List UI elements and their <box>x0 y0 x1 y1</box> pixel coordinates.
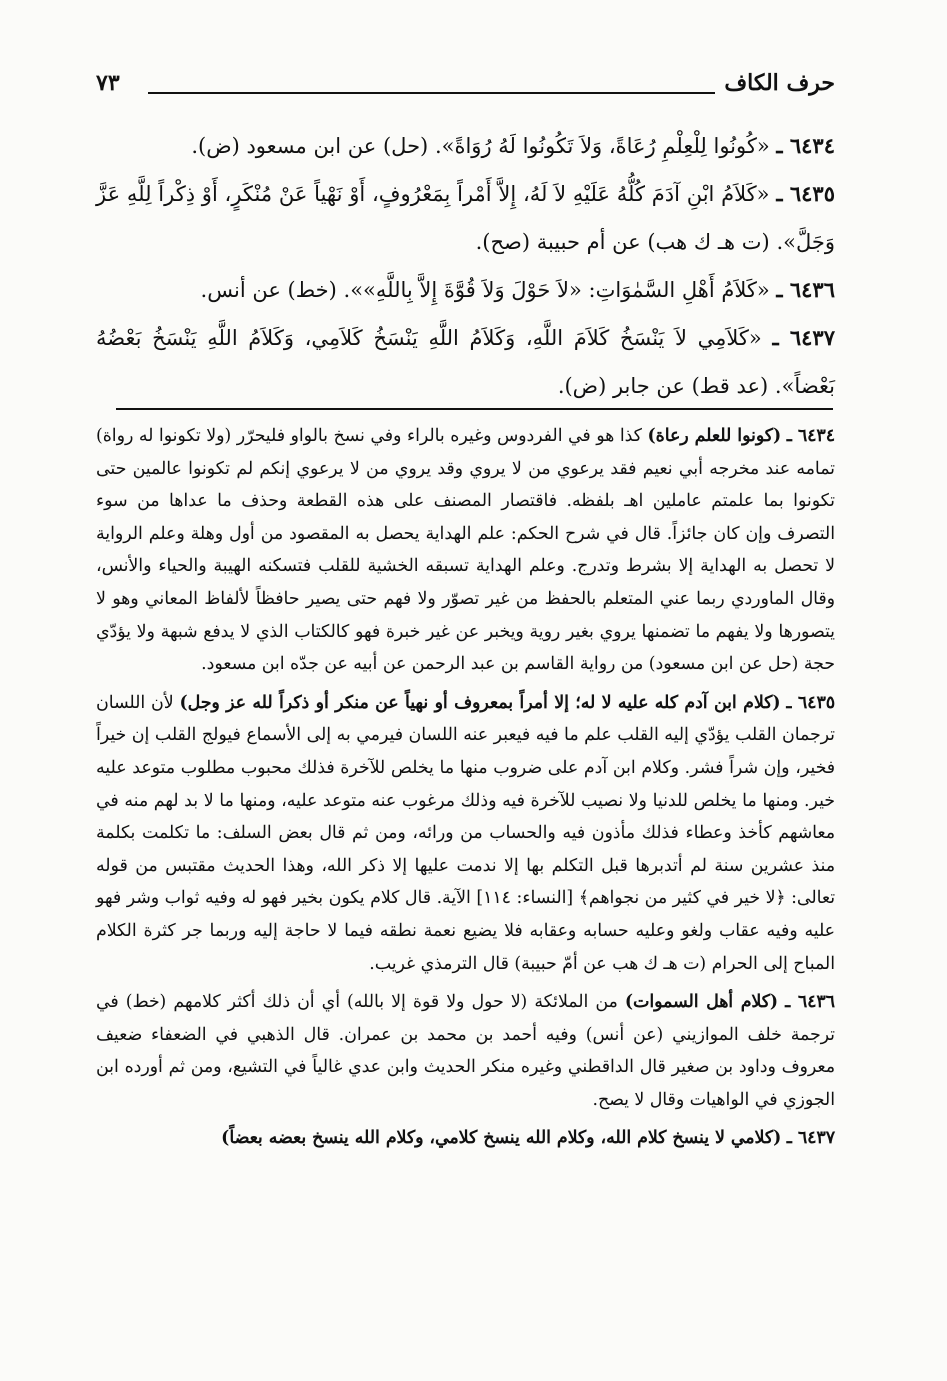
hadith-entry <box>96 170 835 266</box>
header-rule <box>148 92 715 94</box>
commentary-quote: (كونوا للعلم رعاة) <box>647 426 782 446</box>
commentary-entry <box>96 1122 835 1155</box>
hadith-source: (ت هـ ك هب) عن أم حبيبة (صح). <box>475 230 770 254</box>
commentary-entry <box>96 986 835 1116</box>
commentary-number: ٦٤٣٤ ـ <box>786 426 835 446</box>
commentary-quote: (كلام ابن آدم كله عليه لا له؛ إلا أمراً بمعروف أو نهياً عن منكر أو ذكراً لله عز وجل) <box>179 692 781 713</box>
section-divider <box>116 408 833 410</box>
hadith-entry <box>96 266 835 314</box>
commentary-text: من الملائكة (لا حول ولا قوة إلا بالله) أي أن ذلك أكثر كلامهم (خط) في ترجمة خلف الموازيني (عن أنس) وفيه أحمد بن محمد بن عمران. قال الذهبي في الضعفاء ضعيف معروف وداود بن صغير قال الداقطني وغيره منكر الحديث وابن عدي غالياً في التشيع، ومن ثم أورده ابن الجوزي في الواهيات وقال لا يصح. <box>96 992 835 1110</box>
commentary-quote: (كلامي لا ينسخ كلام الله، وكلام الله ينسخ كلامي، وكلام الله ينسخ بعضه بعضاً) <box>221 1128 782 1149</box>
chapter-title: حرف الكاف <box>724 70 835 96</box>
hadith-number: ٦٤٣٤ ـ <box>776 133 835 158</box>
hadith-text-block <box>96 122 835 410</box>
commentary-quote: (كلام أهل السموات) <box>624 992 779 1013</box>
hadith-number: ٦٤٣٦ ـ <box>776 277 835 302</box>
page-number: ٧٣ <box>96 70 120 96</box>
hadith-source: (حل) عن ابن مسعود (ض). <box>191 134 429 158</box>
commentary-number: ٦٤٣٧ ـ <box>786 1128 835 1149</box>
hadith-text: «كُونُوا لِلْعِلْمِ رُعَاةً، وَلاَ تَكُونُوا لَهُ رُوَاةً». <box>434 134 770 158</box>
hadith-text: «كَلاَمُ ابْنِ آدَمَ كُلُّهُ عَلَيْهِ لاَ لَهُ، إِلاَّ أَمْراً بِمَعْرُوفٍ، أَوْ نَهْياً عَنْ مُنْكَرٍ، أَوْ ذِكْراً لِلَّهِ عَزَّ وَجَلَّ». <box>96 182 835 254</box>
hadith-number: ٦٤٣٥ ـ <box>776 181 835 206</box>
commentary-entry <box>96 420 835 681</box>
hadith-source: (عد قط) عن جابر (ض). <box>557 374 769 398</box>
hadith-number: ٦٤٣٧ ـ <box>772 325 835 350</box>
commentary-number: ٦٤٣٦ ـ <box>785 992 835 1013</box>
hadith-entry <box>96 122 835 170</box>
hadith-text: «كَلاَمُ أَهْلِ السَّمٰوَاتِ: «لاَ حَوْلَ وَلاَ قُوَّةَ إِلاَّ بِاللَّهِ»». <box>343 278 770 302</box>
commentary-text: كذا هو في الفردوس وغيره بالراء وفي نسخ بالواو فليحرّر (ولا تكونوا له رواة) تمامه عند مخرجه أبي نعيم فقد يرعوي من لا يروي وقد يروي من لا يرعوي إنكم لم تكونوا عالمين حتى تكونوا بما علمتم عاملين اهـ بلفظه. فاقتصار المصنف على هذه القطعة وحذف ما عداها من سوء التصرف وإن كان جائزاً. قال في شرح الحكم: علم الهداية يحصل به المقصود من أول وهلة وعلم الرواية لا تحصل به الهداية إلا بشرط وتدرج. وعلم الهداية تسبقه الخشية للقلب فتسكنه الهيبة والحياء والأنس، وقال الماوردي ربما عني المتعلم بالحفظ من غير تصوّر ولا فهم حتى يصير حافظاً لألفاظ المعاني وهو لا يتصورها ولا يفهم ما تضمنها يروي بغير روية ويخبر عن غير خبرة فهو كالكتاب الذي لا يدفع شبهة ولا يؤدّي حجة (حل عن ابن مسعود) من رواية القاسم بن عبد الرحمن عن أبيه عن جدّه ابن مسعود. <box>96 426 835 675</box>
commentary-number: ٦٤٣٥ ـ <box>786 692 836 713</box>
commentary-text: لأن اللسان ترجمان القلب يؤدّي إليه القلب علم ما فيه فيعبر عنه اللسان فيرمي به إلى الأسماع فيولج القلب إن خيراً فخير، وإن شراً فشر. وكلام ابن آدم على ضروب منها ما يخلص للآخرة فذلك محبوب مطلوب متوعد عليه خير. ومنها ما يخلص للدنيا ولا نصيب للآخرة فيه وذلك مرغوب عنه متوعد عليه، ومنها ما لا بد لهم منه في معاشهم كأخذ وعطاء فذلك مأذون فيه والحساب من ورائه، ومن ثم قال بعض السلف: ما تكلمت بكلمة منذ عشرين سنة لم أتدبرها قبل التكلم بها إلا ندمت عليها إلا ذكر الله، وهذا الحديث مقتبس من قوله تعالى: ﴿لا خير في كثير من نجواهم﴾ [النساء: ١١٤] الآية. قال كلام يكون بخير فهو له وفيه ثواب وشر فهو عليه وفيه عقاب ولغو وعليه حسابه وعقابه فلا يضيع نعمة نطقه فيما لا حاجة إليه وربما جر كثرة الكلام المباح إلى الحرام (ت هـ ك هب عن أمّ حبيبة) قال الترمذي غريب. <box>96 692 835 974</box>
commentary-block <box>96 420 835 1161</box>
commentary-entry <box>96 687 835 980</box>
hadith-text: «كَلاَمِي لاَ يَنْسَخُ كَلاَمَ اللَّهِ، وَكَلاَمُ اللَّهِ يَنْسَخُ كَلاَمِي، وَكَلاَمُ اللَّهِ يَنْسَخُ بَعْضُهُ بَعْضاً». <box>96 326 835 398</box>
hadith-entry <box>96 314 835 410</box>
hadith-source: (خط) عن أنس. <box>200 278 337 302</box>
